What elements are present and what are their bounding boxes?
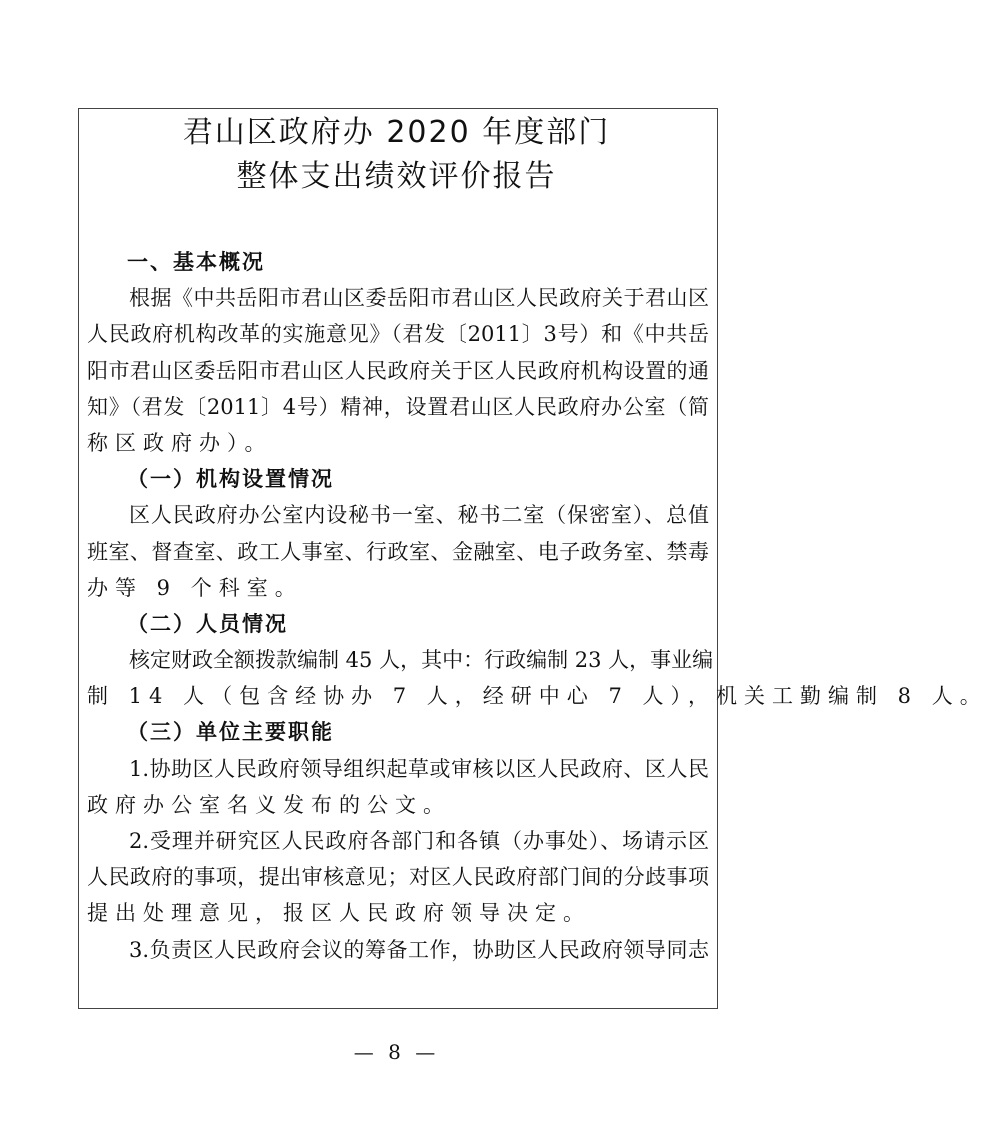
paragraph-line: 2.受理并研究区人民政府各部门和各镇（办事处）、场请示区 bbox=[129, 829, 709, 853]
paragraph-line: 人民政府机构改革的实施意见》（君发〔2011〕3号）和《中共岳 bbox=[87, 322, 709, 347]
document-title-line-2: 整体支出绩效评价报告 bbox=[236, 159, 557, 194]
paragraph-line: 提出处理意见，报区人民政府领导决定。 bbox=[87, 901, 591, 926]
paragraph-line: 根据《中共岳阳市君山区委岳阳市君山区人民政府关于君山区 bbox=[129, 286, 709, 311]
paragraph-line: 核定财政全额拨款编制 45 人，其中：行政编制 23 人，事业编 bbox=[129, 648, 714, 673]
section-heading: 一、基本概况 bbox=[127, 250, 265, 274]
paragraph-line: 区人民政府办公室内设秘书一室、秘书二室（保密室）、总值 bbox=[129, 503, 709, 528]
paragraph-line: 1.协助区人民政府领导组织起草或审核以区人民政府、区人民 bbox=[129, 756, 709, 781]
paragraph-line: 制 14 人（包含经协办 7 人，经研中心 7 人），机关工勤编制 8 人。 bbox=[87, 684, 988, 709]
paragraph-line: 知》（君发〔2011〕4号）精神，设置君山区人民政府办公室（简 bbox=[87, 394, 709, 419]
document-body bbox=[87, 244, 988, 968]
paragraph-line: 办等 9 个科室。 bbox=[87, 575, 303, 600]
paragraph-line: 政府办公室名义发布的公文。 bbox=[87, 792, 451, 817]
document-title-line-1: 君山区政府办 2020 年度部门 bbox=[182, 115, 611, 150]
section-heading: （一）机构设置情况 bbox=[127, 467, 334, 492]
paragraph-line: 班室、督查室、政工人事室、行政室、金融室、电子政务室、禁毒 bbox=[87, 539, 709, 564]
paragraph-line: 称区政府办）。 bbox=[87, 430, 273, 455]
page-number: — 8 — bbox=[353, 1040, 440, 1064]
paragraph-line: 阳市君山区委岳阳市君山区人民政府关于区人民政府机构设置的通 bbox=[87, 358, 709, 383]
paragraph-line: 人民政府的事项，提出审核意见；对区人民政府部门间的分歧事项 bbox=[87, 865, 709, 890]
section-heading: （三）单位主要职能 bbox=[127, 720, 334, 745]
paragraph-line: 3.负责区人民政府会议的筹备工作，协助区人民政府领导同志 bbox=[129, 937, 709, 962]
section-heading: （二）人员情况 bbox=[127, 611, 288, 636]
